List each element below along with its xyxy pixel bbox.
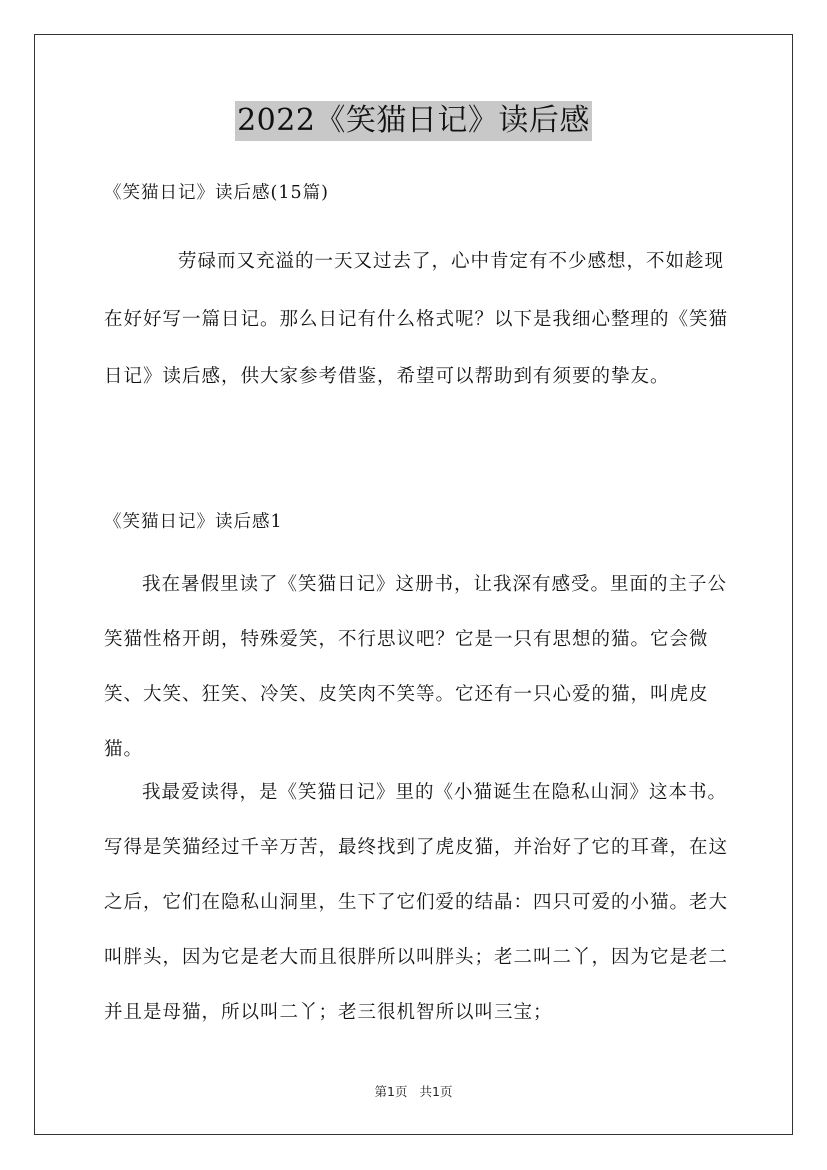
document-subtitle: 《笑猫日记》读后感(15篇) [104, 183, 329, 203]
intro-text: 劳碌而又充溢的一天又过去了，心中肯定有不少感想，不如趁现在好好写一篇日记。那么日记有什么格式呢？以下是我细心整理的《笑猫日记》读后感，供大家参考借鉴，希望可以帮助到有须要的挚友。 [104, 251, 729, 387]
page-number: 第1页 [374, 1084, 408, 1099]
paragraph-text: 我在暑假里读了《笑猫日记》这册书，让我深有感受。里面的主子公笑猫性格开朗，特殊爱笑，不行思议吧？它是一只有思想的猫。它会微笑、大笑、狂笑、冷笑、皮笑肉不笑等。它还有一只心爱的猫，叫虎皮猫。 [104, 574, 728, 760]
section-heading: 《笑猫日记》读后感1 [104, 512, 283, 532]
page-footer [0, 1082, 827, 1100]
paragraph-text: 我最爱读得，是《笑猫日记》里的《小猫诞生在隐私山洞》这本书。写得是笑猫经过千辛万苦，最终找到了虎皮猫，并治好了它的耳聋，在这之后，它们在隐私山洞里，生下了它们爱的结晶：四只可爱的小猫。老大叫胖头，因为它是老大而且很胖所以叫胖头；老二叫二丫，因为它是老二并且是母猫，所以叫二丫；老三很机智所以叫三宝； [104, 782, 729, 1023]
document-title: 2022《笑猫日记》读后感 [235, 101, 592, 141]
body-paragraph [104, 765, 728, 1040]
body-paragraph [104, 557, 728, 777]
page-total: 共1页 [419, 1084, 453, 1099]
intro-paragraph [104, 233, 728, 406]
title-container [0, 101, 827, 141]
